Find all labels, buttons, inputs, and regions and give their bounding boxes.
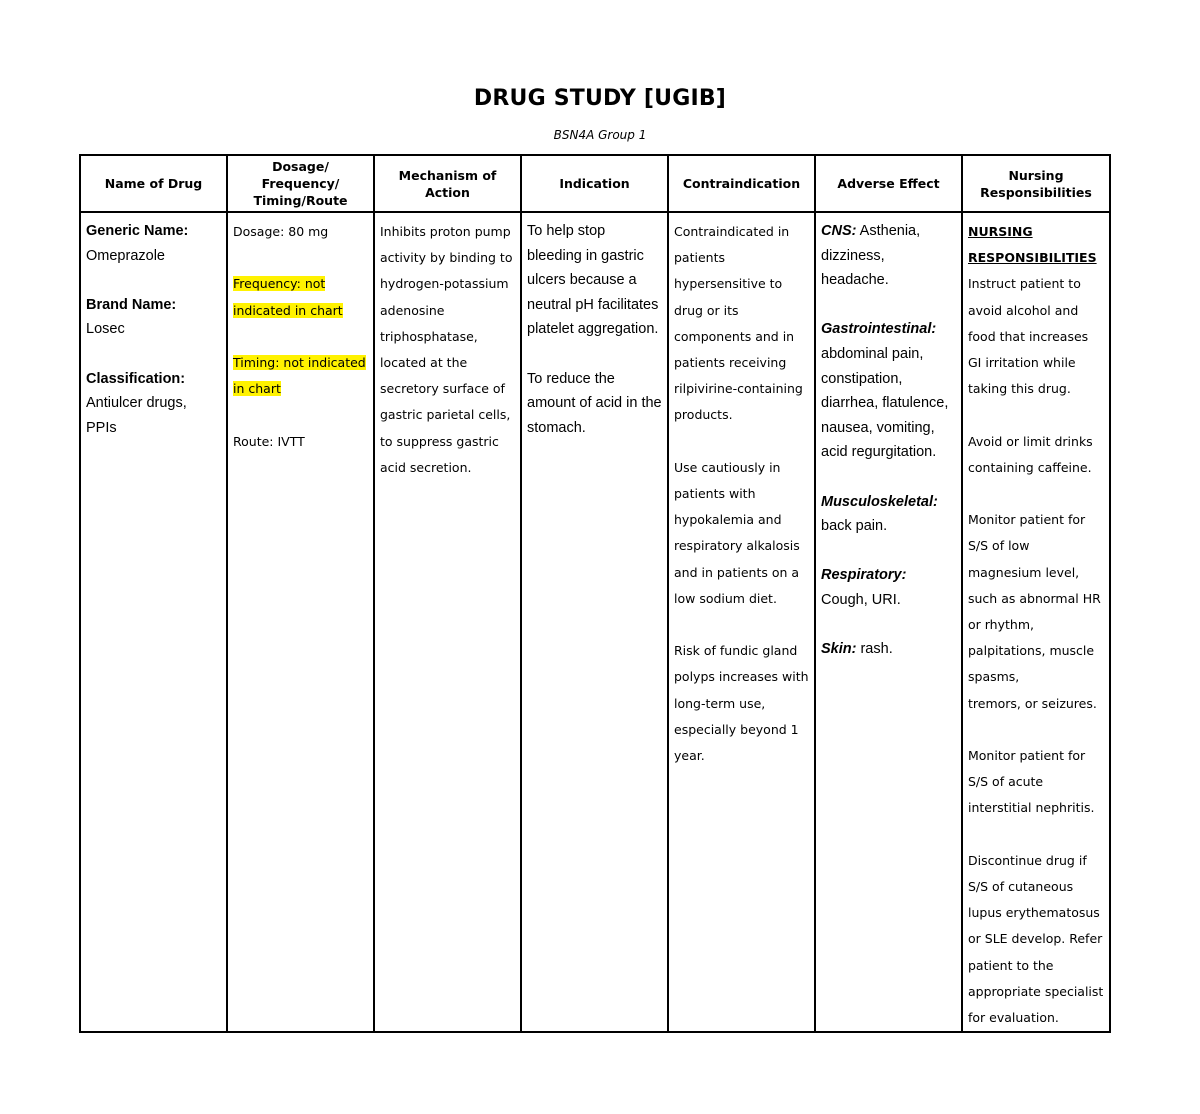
generic-name-value: Omeprazole [86, 247, 165, 264]
contraindication-item: Contraindicated in patients hypersensitive to drug or its components and in patients receiving rilpivirine-containing products. [674, 224, 803, 423]
header-dosage: Dosage/ Frequency/ Timing/Route [227, 155, 374, 212]
brand-name-label: Brand Name: [86, 296, 177, 313]
adverse-skin [821, 637, 956, 662]
header-name-of-drug: Name of Drug [80, 155, 227, 212]
nursing-item: tremors, or seizures. [968, 695, 1097, 711]
cell-adverse-effect [815, 212, 962, 1032]
cell-mechanism [374, 212, 521, 1032]
cell-contraindication [668, 212, 815, 1032]
nursing-item: Monitor patient for S/S of acute interstitial nephritis. [968, 748, 1095, 816]
adverse-label: CNS: [821, 223, 857, 239]
brand-name-value: Losec [86, 321, 125, 338]
mechanism-text: Inhibits proton pump activity by binding to hydrogen-potassium adenosine triphosphatase, located at the secretory surface of gastric parietal cells, to suppress gastric acid secretion. [380, 224, 513, 475]
nursing-item: Instruct patient to avoid alcohol and food that increases GI irritation while taking this drug. [968, 276, 1089, 397]
nursing-item: Monitor patient for S/S of low magnesium level, such as abnormal HR or rhythm, palpitations, muscle spasms, [968, 512, 1101, 685]
adverse-label: Respiratory: [821, 567, 907, 584]
adverse-label: Gastrointestinal: [821, 321, 937, 338]
cell-nursing-responsibilities [962, 212, 1110, 1032]
adverse-text: Cough, URI. [821, 591, 901, 608]
adverse-text: back pain. [821, 518, 888, 535]
adverse-cns [821, 219, 956, 293]
adverse-label: Skin: [821, 641, 857, 658]
route-text: Route: IVTT [233, 433, 305, 449]
classification-label: Classification: [86, 370, 186, 387]
nursing-item: Discontinue drug if S/S of cutaneous lupus erythematosus or SLE develop. Refer patient to the appropriate specialist for evaluation. [968, 852, 1104, 1026]
frequency-highlight: Frequency: not indicated in chart [233, 276, 343, 318]
drug-study-table [79, 154, 1111, 1033]
header-nursing-responsibilities: Nursing Responsibilities [962, 155, 1110, 212]
contraindication-item: Risk of fundic gland polyps increases with long-term use, especially beyond 1 year. [674, 643, 809, 764]
table-row [80, 212, 1110, 1032]
dosage-text: Dosage: 80 mg [233, 224, 329, 239]
page-subtitle: BSN4A Group 1 [553, 128, 647, 142]
cell-dosage [227, 212, 374, 1032]
adverse-text: abdominal pain, constipation, diarrhea, flatulence, nausea, vomiting, acid regurgitation. [821, 345, 949, 461]
nursing-item: Avoid or limit drinks containing caffeine. [968, 433, 1093, 475]
header-contraindication: Contraindication [668, 155, 815, 212]
header-mechanism: Mechanism of Action [374, 155, 521, 212]
frequency-text [233, 271, 368, 323]
table-header-row [80, 155, 1110, 212]
timing-text [233, 350, 368, 402]
header-adverse-effect: Adverse Effect [815, 155, 962, 212]
cell-indication [521, 212, 668, 1032]
timing-highlight: Timing: not indicated in chart [233, 354, 366, 397]
nursing-heading: NURSING RESPONSIBILITIES [968, 224, 1097, 266]
adverse-respiratory [821, 563, 956, 612]
page-title: DRUG STUDY [UGIB] [473, 86, 727, 111]
header-indication: Indication [521, 155, 668, 212]
indication-item: To reduce the amount of acid in the stomach. [527, 370, 662, 436]
adverse-text: Asthenia, dizziness, headache. [821, 223, 921, 289]
contraindication-item: Use cautiously in patients with hypokalemia and respiratory alkalosis and in patients on a low sodium diet. [674, 459, 800, 606]
adverse-label: Musculoskeletal: [821, 493, 938, 510]
indication-item: To help stop bleeding in gastric ulcers because a neutral pH facilitates platelet aggregation. [527, 223, 659, 338]
cell-name-of-drug [80, 212, 227, 1032]
adverse-text: rash. [856, 641, 893, 658]
classification-value: Antiulcer drugs, PPIs [86, 395, 187, 436]
generic-name-label: Generic Name: [86, 223, 189, 239]
